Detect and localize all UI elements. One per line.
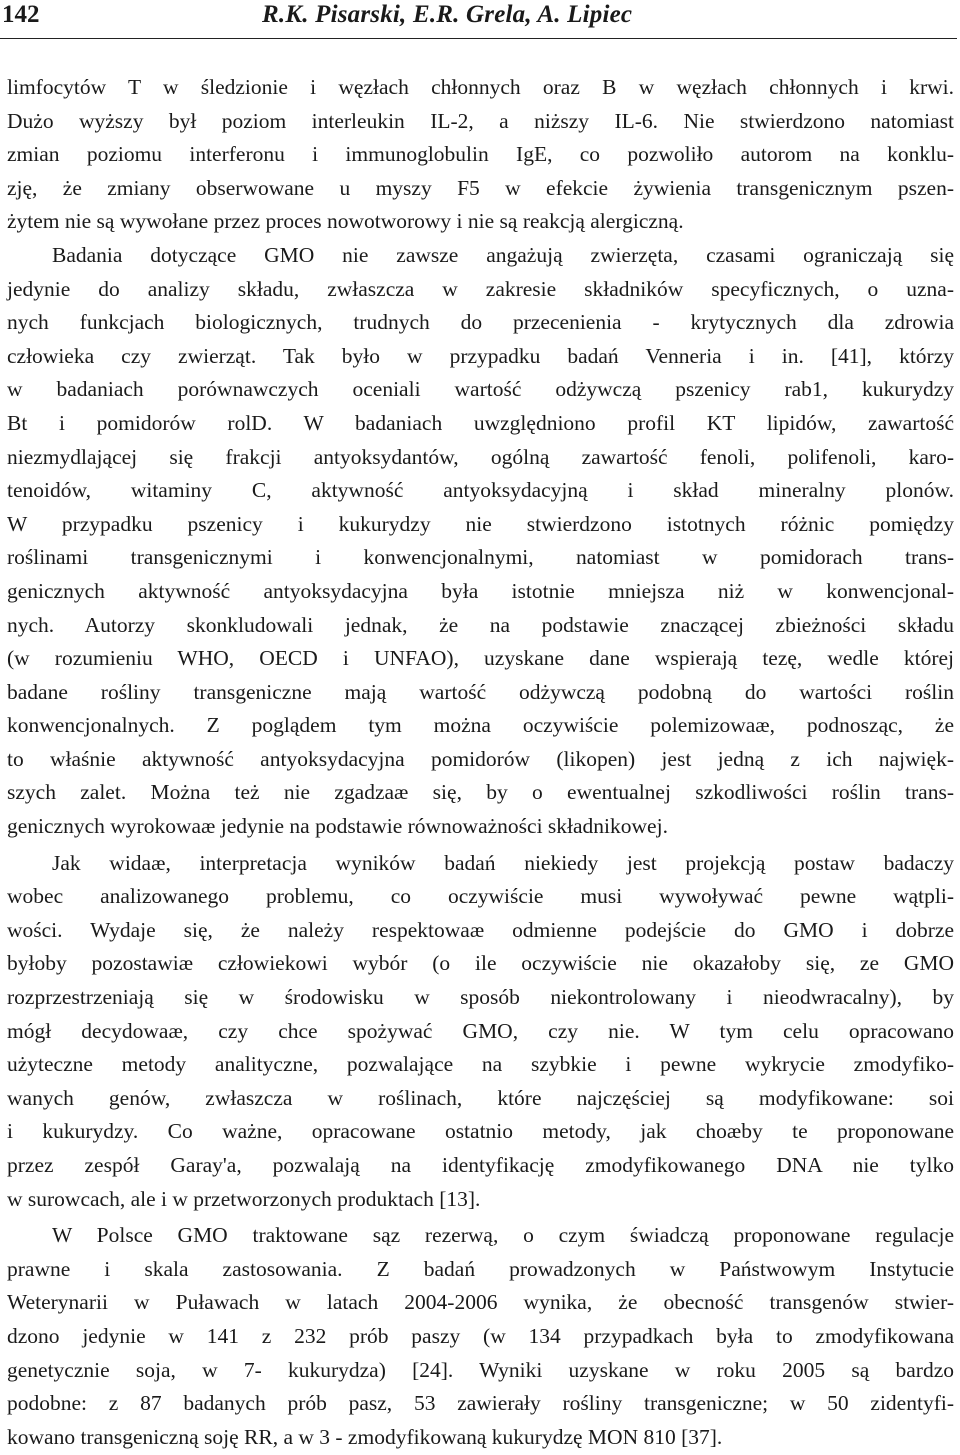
text-line: to właśnie aktywność antyoksydacyjna pomidorów (likopen) jest jedną z ich najwięk- xyxy=(7,746,954,771)
text-line: zmian poziomu interferonu i immunoglobulin IgE, co pozwoliło autorom na konklu- xyxy=(7,142,954,167)
text-line: w badaniach porównawczych oceniali wartość odżywczą pszenicy rab1, kukurydzy xyxy=(7,377,954,402)
text-line: zję, że zmiany obserwowane u myszy F5 w efekcie żywienia transgenicznym pszen- xyxy=(7,175,954,200)
text-line: człowieka czy zwierząt. Tak było w przypadku badań Venneria i in. [41], którzy xyxy=(7,343,954,368)
paragraph xyxy=(7,847,954,1217)
text-line: użyteczne metody analityczne, pozwalające na szybkie i pewne wykrycie zmodyfiko- xyxy=(7,1052,954,1077)
text-line: tenoidów, witaminy C, aktywność antyoksydacyjną i skład mineralny plonów. xyxy=(7,478,954,503)
text-line: Dużo wyższy był poziom interleukin IL-2, a niższy IL-6. Nie stwierdzono natomiast xyxy=(7,108,954,133)
running-head-authors: R.K. Pisarski, E.R. Grela, A. Lipiec xyxy=(262,1,633,28)
text-line: nych funkcjach biologicznych, trudnych do przecenienia - krytycznych dla zdrowia xyxy=(7,310,954,335)
text-line: genetycznie soja, w 7- kukurydza) [24]. Wyniki uzyskane w roku 2005 są bardzo xyxy=(7,1357,954,1382)
text-line: dzono jedynie w 141 z 232 prób paszy (w 134 przypadkach była to zmodyfikowana xyxy=(7,1323,954,1348)
text-line: Jak widaæ, interpretacja wyników badań niekiedy jest projekcją postaw badaczy xyxy=(52,850,954,875)
body-text xyxy=(7,71,954,1454)
text-line: roślinami transgenicznymi i konwencjonalnymi, natomiast w pomidorach trans- xyxy=(7,545,954,570)
text-line: kowano transgeniczną soję RR, a w 3 - zmodyfikowaną kukurydzę MON 810 [37]. xyxy=(7,1424,723,1449)
text-line: genicznych aktywność antyoksydacyjna była istotnie mniejsza niż w konwencjonal- xyxy=(7,578,954,603)
text-line: jedynie do analizy składu, zwłaszcza w zakresie składników specyficznych, o uzna- xyxy=(7,276,954,301)
paragraph xyxy=(7,71,954,239)
text-line: genicznych wyrokowaæ jedynie na podstawie równoważności składnikowej. xyxy=(7,814,668,839)
text-line: wobec analizowanego problemu, co oczywiście musi wywoływać pewne wątpli- xyxy=(7,884,954,909)
page-header xyxy=(0,0,957,39)
text-line: wanych genów, zwłaszcza w roślinach, które najczęściej są modyfikowane: soi xyxy=(7,1085,954,1110)
text-line: Bt i pomidorów rolD. W badaniach uwzględniono profil KT lipidów, zawartość xyxy=(7,410,954,435)
text-line: wości. Wydaje się, że należy respektowaæ odmienne podejście do GMO i dobrze xyxy=(7,917,954,942)
text-line: W przypadku pszenicy i kukurydzy nie stwierdzono istotnych różnic pomiędzy xyxy=(7,511,954,536)
text-line: przez zespół Garay'a, pozwalają na identyfikację zmodyfikowanego DNA nie tylko xyxy=(7,1153,954,1177)
text-line: prawne i skala zastosowania. Z badań prowadzonych w Państwowym Instytucie xyxy=(7,1256,954,1281)
text-line: W Polsce GMO traktowane sąz rezerwą, o czym świadczą proponowane regulacje xyxy=(52,1223,954,1248)
text-line: szych zalet. Można też nie zgadzaæ się, by o ewentualnej szkodliwości roślin trans- xyxy=(7,780,954,805)
text-line: konwencjonalnych. Z poglądem tym można oczywiście polemizowaæ, podnosząc, że xyxy=(7,713,954,738)
text-line: badane rośliny transgeniczne mają wartość odżywczą podobną do wartości roślin xyxy=(7,679,954,704)
text-line: rozprzestrzeniają się w środowisku w sposób niekontrolowany i nieodwracalny), by xyxy=(7,985,954,1010)
text-line: żytem nie są wywołane przez proces nowotworowy i nie są reakcją alergiczną. xyxy=(7,209,684,234)
text-line: (w rozumieniu WHO, OECD i UNFAO), uzyskane dane wspierają tezę, wedle której xyxy=(7,646,954,671)
text-line: mógł decydowaæ, czy chce spożywać GMO, czy nie. W tym celu opracowano xyxy=(7,1018,954,1043)
text-line: podobne: z 87 badanych prób pasz, 53 zawierały rośliny transgeniczne; w 50 zidentyfi- xyxy=(7,1391,954,1416)
page-number: 142 xyxy=(2,1,40,28)
text-line: Weterynarii w Puławach w latach 2004-2006 wynika, że obecność transgenów stwier- xyxy=(7,1290,954,1315)
paragraph xyxy=(7,1219,954,1454)
text-line: byłoby pozostawiæ człowiekowi wybór (o ile oczywiście nie okazałoby się, ze GMO xyxy=(7,951,954,976)
paragraph xyxy=(7,239,954,844)
text-line: w surowcach, ale i w przetworzonych produktach [13]. xyxy=(7,1186,481,1211)
text-line: Badania dotyczące GMO nie zawsze angażują zwierzęta, czasami ograniczają się xyxy=(52,242,954,267)
text-line: i kukurydzy. Co ważne, opracowane ostatnio metody, jak choæby te proponowane xyxy=(7,1119,954,1144)
text-line: niezmydlającej się frakcji antyoksydantów, ogólną zawartość fenoli, polifenoli, karo- xyxy=(7,444,954,469)
text-line: limfocytów T w śledzionie i węzłach chłonnych oraz B w węzłach chłonnych i krwi. xyxy=(7,75,954,99)
text-line: nych. Autorzy skonkludowali jednak, że na podstawie znaczącej zbieżności składu xyxy=(7,612,954,637)
